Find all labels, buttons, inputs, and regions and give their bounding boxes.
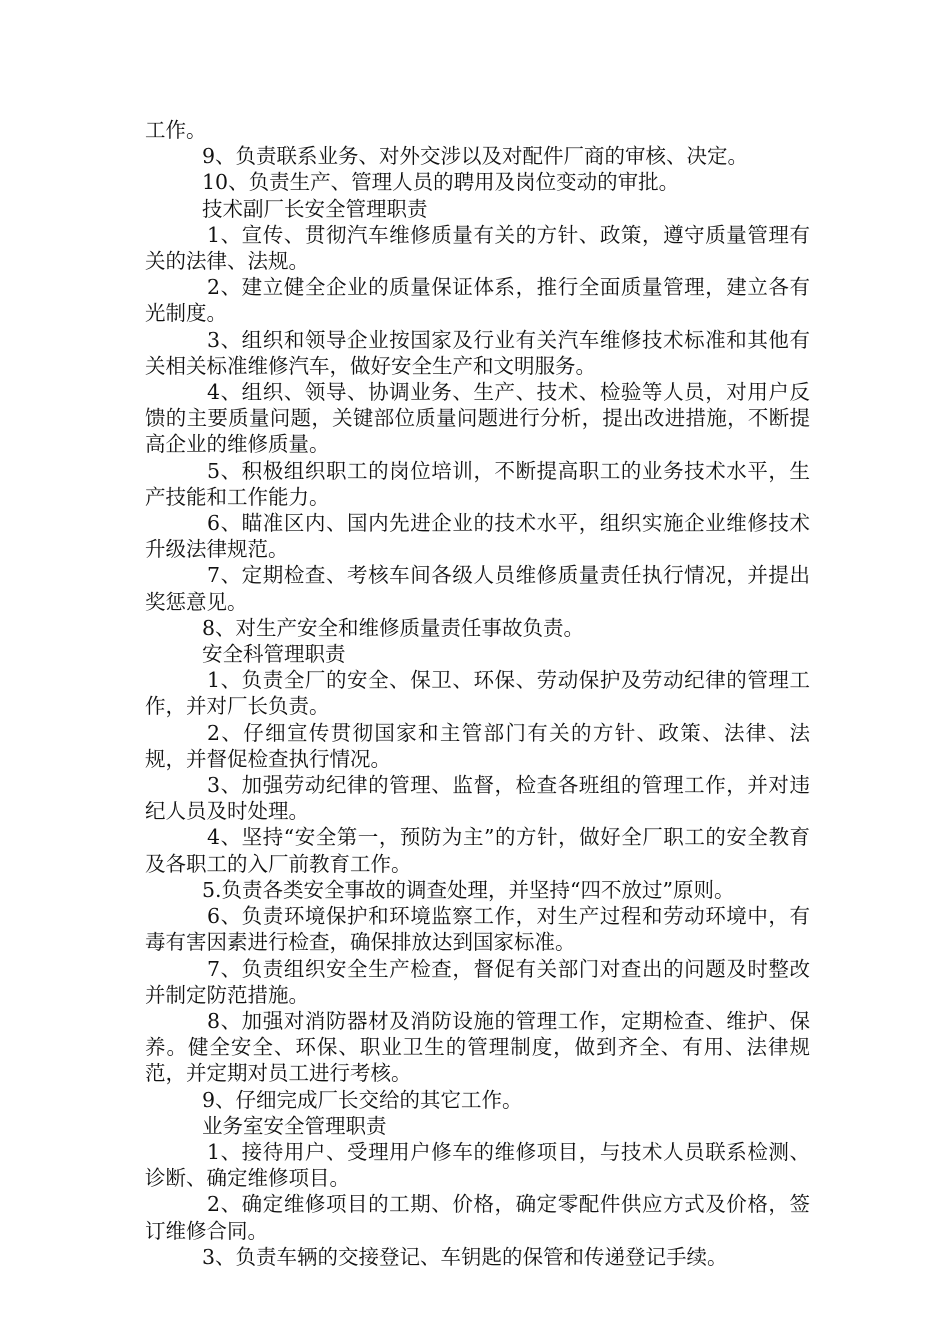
paragraph: 6、瞄准区内、国内先进企业的技术水平，组织实施企业维修技术升级法律规范。	[145, 511, 810, 562]
paragraph: 4、坚持“安全第一，预防为主”的方针，做好全厂职工的安全教育及各职工的入厂前教育工作。	[145, 825, 810, 876]
section-heading: 安全科管理职责	[202, 642, 346, 667]
paragraph: 5.负责各类安全事故的调查处理，并坚持“四不放过”原则。	[202, 877, 735, 902]
paragraph: 3、加强劳动纪律的管理、监督，检查各班组的管理工作，并对违纪人员及时处理。	[145, 773, 810, 824]
paragraph: 1、宣传、贯彻汽车维修质量有关的方针、政策，遵守质量管理有关的法律、法规。	[145, 222, 810, 274]
paragraph: 2、建立健全企业的质量保证体系，推行全面质量管理，建立各有光制度。	[145, 275, 810, 326]
paragraph: 2、确定维修项目的工期、价格，确定零配件供应方式及价格，签订维修合同。	[145, 1192, 810, 1243]
paragraph: 8、对生产安全和维修质量责任事故负责。	[202, 615, 585, 640]
paragraph: 8、加强对消防器材及消防设施的管理工作，定期检查、维护、保养。健全安全、环保、职业卫生的管理制度，做到齐全、有用、法律规范，并定期对员工进行考核。	[145, 1008, 810, 1086]
paragraph: 5、积极组织职工的岗位培训，不断提高职工的业务技术水平，生产技能和工作能力。	[145, 458, 810, 509]
paragraph: 9、负责联系业务、对外交涉以及对配件厂商的审核、决定。	[202, 144, 749, 169]
paragraph: 1、负责全厂的安全、保卫、环保、劳动保护及劳动纪律的管理工作，并对厂长负责。	[145, 668, 810, 719]
paragraph: 3、负责车辆的交接登记、车钥匙的保管和传递登记手续。	[202, 1244, 728, 1269]
paragraph: 2、仔细宣传贯彻国家和主管部门有关的方针、政策、法律、法规，并督促检查执行情况。	[145, 720, 810, 771]
paragraph: 10、负责生产、管理人员的聘用及岗位变动的审批。	[202, 170, 680, 195]
paragraph: 7、负责组织安全生产检查，督促有关部门对查出的问题及时整改并制定防范措施。	[145, 956, 810, 1007]
paragraph: 7、定期检查、考核车间各级人员维修质量责任执行情况，并提出奖惩意见。	[145, 563, 810, 614]
paragraph: 4、组织、领导、协调业务、生产、技术、检验等人员，对用户反馈的主要质量问题，关键部位质量问题进行分析，提出改进措施，不断提高企业的维修质量。	[145, 380, 810, 457]
paragraph: 9、仔细完成厂长交给的其它工作。	[202, 1087, 523, 1112]
paragraph: 1、接待用户、受理用户修车的维修项目，与技术人员联系检测、诊断、确定维修项目。	[145, 1139, 810, 1191]
paragraph: 3、组织和领导企业按国家及行业有关汽车维修技术标准和其他有关相关标准维修汽车，做好安全生产和文明服务。	[145, 327, 810, 378]
paragraph: 6、负责环境保护和环境监察工作，对生产过程和劳动环境中，有毒有害因素进行检查，确保排放达到国家标准。	[145, 904, 810, 955]
section-heading: 业务室安全管理职责	[202, 1113, 387, 1138]
document-page	[145, 117, 810, 1270]
section-heading: 技术副厂长安全管理职责	[202, 196, 428, 221]
paragraph: 工作。	[145, 118, 207, 142]
